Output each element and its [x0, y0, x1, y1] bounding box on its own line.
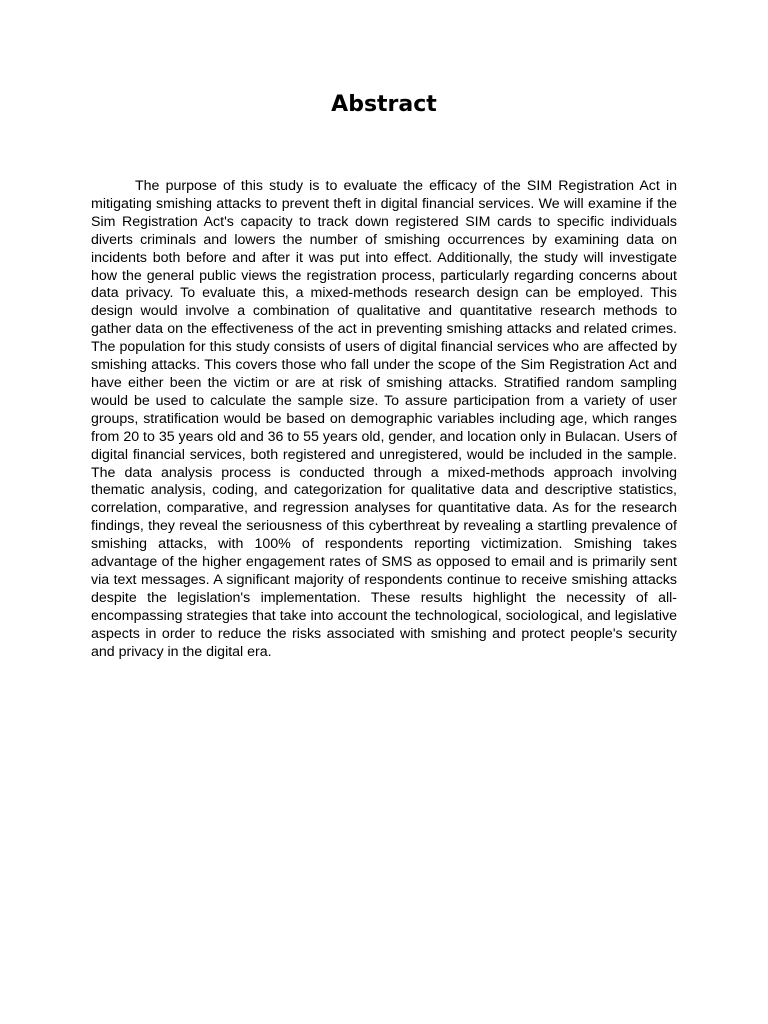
abstract-paragraph: The purpose of this study is to evaluate the efficacy of the SIM Registration Act in mitigating smishing attacks to prevent theft in digital financial services. We will examine if the Sim Registration Act's capacity to track down registered SIM cards to specific individuals diverts criminals and lowers the number of smishing occurrences by examining data on incidents both before and after it was put into effect. Additionally, the study will investigate how the general public views the registration process, particularly regarding concerns about data privacy. To evaluate this, a mixed-methods research design can be employed. This design would involve a combination of qualitative and quantitative research methods to gather data on the effectiveness of the act in preventing smishing attacks and related crimes. The population for this study consists of users of digital financial services who are affected by smishing attacks. This covers those who fall under the scope of the Sim Registration Act and have either been the victim or are at risk of smishing attacks. Stratified random sampling would be used to calculate the sample size. To assure participation from a variety of user groups, stratification would be based on demographic variables including age, which ranges from 20 to 35 years old and 36 to 55 years old, gender, and location only in Bulacan. Users of digital financial services, both registered and unregistered, would be included in the sample. The data analysis process is conducted through a mixed-methods approach involving thematic analysis, coding, and categorization for qualitative data and descriptive statistics, correlation, comparative, and regression analyses for quantitative data. As for the research findings, they reveal the seriousness of this cyberthreat by revealing a startling prevalence of smishing attacks, with 100% of respondents reporting victimization. Smishing takes advantage of the higher engagement rates of SMS as opposed to email and is primarily sent via text messages. A significant majority of respondents continue to receive smishing attacks despite the legislation's implementation. These results highlight the necessity of all-encompassing strategies that take into account the technological, sociological, and legislative aspects in order to reduce the risks associated with smishing and protect people's security and privacy in the digital era.	[91, 178, 677, 660]
page-title: Abstract	[331, 92, 437, 117]
